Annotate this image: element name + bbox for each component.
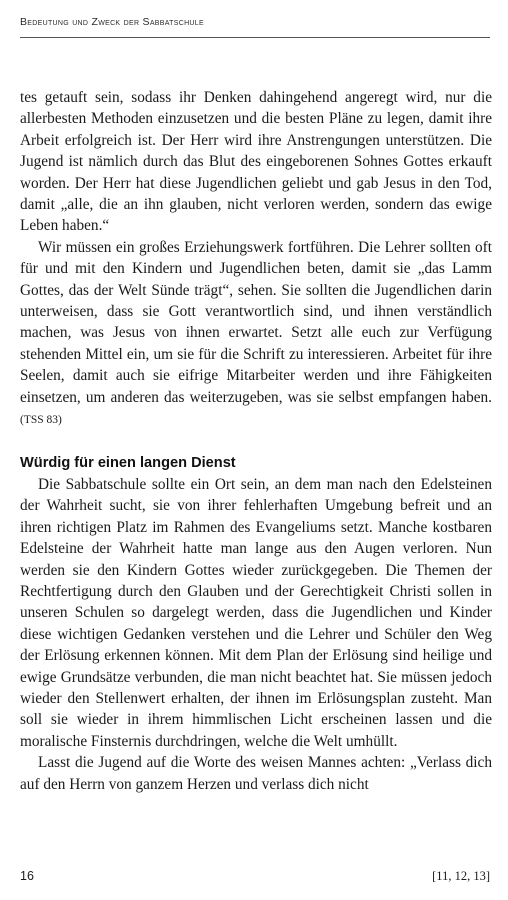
paragraph-text: Wir müssen ein großes Erziehungswerk fortführen. Die Lehrer sollten oft für und mit den Kindern und Jugendlichen beten, damit sie „das Lamm Gottes, das der Welt Sünde trägt“, sehen. Sie sollten die Jugendlichen darin unterweisen, dass sie Gott verantwortlich sind, und ihnen verständlich machen, was Jesus von ihnen erwartet. Setzt alle euch zur Verfügung stehenden Mittel ein, um sie für die Schrift zu interessieren. Arbeitet für ihre Seelen, damit auch sie eifrige Mitarbeiter werden und ihre Fähigkeiten einsetzen, um anderen das weiterzugeben, was sie selbst empfangen haben. [20, 238, 492, 406]
paragraph-education-work [20, 237, 492, 432]
section-heading: Würdig für einen langen Dienst [20, 454, 236, 471]
header-divider [20, 37, 490, 38]
page-number: 16 [20, 869, 34, 883]
source-reference: (TSS 83) [20, 414, 62, 427]
page-references: [11, 12, 13] [432, 869, 490, 883]
running-header: Bedeutung und Zweck der Sabbatschule [20, 16, 204, 28]
page-body [20, 87, 492, 795]
paragraph-sabbath-school: Die Sabbatschule sollte ein Ort sein, an dem man nach den Edelsteinen der Wahrheit sucht, sie von ihrer fehlerhaften Umgebung befreit und an ihren richtigen Platz im Rahmen des Evangeliums setzt. Manche kostbaren Edelsteine der Wahrheit hatte man lange aus den Augen verloren. Nun werden sie den Kindern Gottes wieder zurückgegeben. Die Themen der Rechtfertigung durch den Glauben und der Gerechtigkeit Christi sollen in unseren Schulen so dargelegt werden, dass die Jugendlichen und Kinder diese wichtigen Gedanken verstehen und die Lehrer und Schüler den Weg der Erlösung erkennen können. Mit dem Plan der Erlösung sind heilige und ewige Grundsätze verbunden, die man nicht beachtet hat. Sie müssen jedoch wieder den Stellenwert erhalten, der ihnen im Erlösungsplan zusteht. Man soll sie wieder in ihrem himmlischen Licht erscheinen lassen und die moralische Finsternis durchdringen, welche die Welt umhüllt. [20, 475, 492, 750]
paragraph-continued: tes getauft sein, sodass ihr Denken dahingehend angeregt wird, nur die allerbesten Methoden einzusetzen und die besten Pläne zu legen, damit ihre Arbeit erfolgreich ist. Der Herr wird ihre Anstrengungen unterstützen. Die Jugend ist nämlich durch das Blut des eingeborenen Sohnes Gottes erkauft worden. Der Herr hat diese Jugendlichen geliebt und gab Jesus in den Tod, damit „alle, die an ihn glauben, nicht verloren werden, sondern das ewige Leben haben.“ [20, 89, 492, 235]
paragraph-wise-man: Lasst die Jugend auf die Worte des weisen Mannes achten: „Verlass dich auf den Herrn von ganzem Herzen und verlass dich nicht [20, 754, 492, 793]
